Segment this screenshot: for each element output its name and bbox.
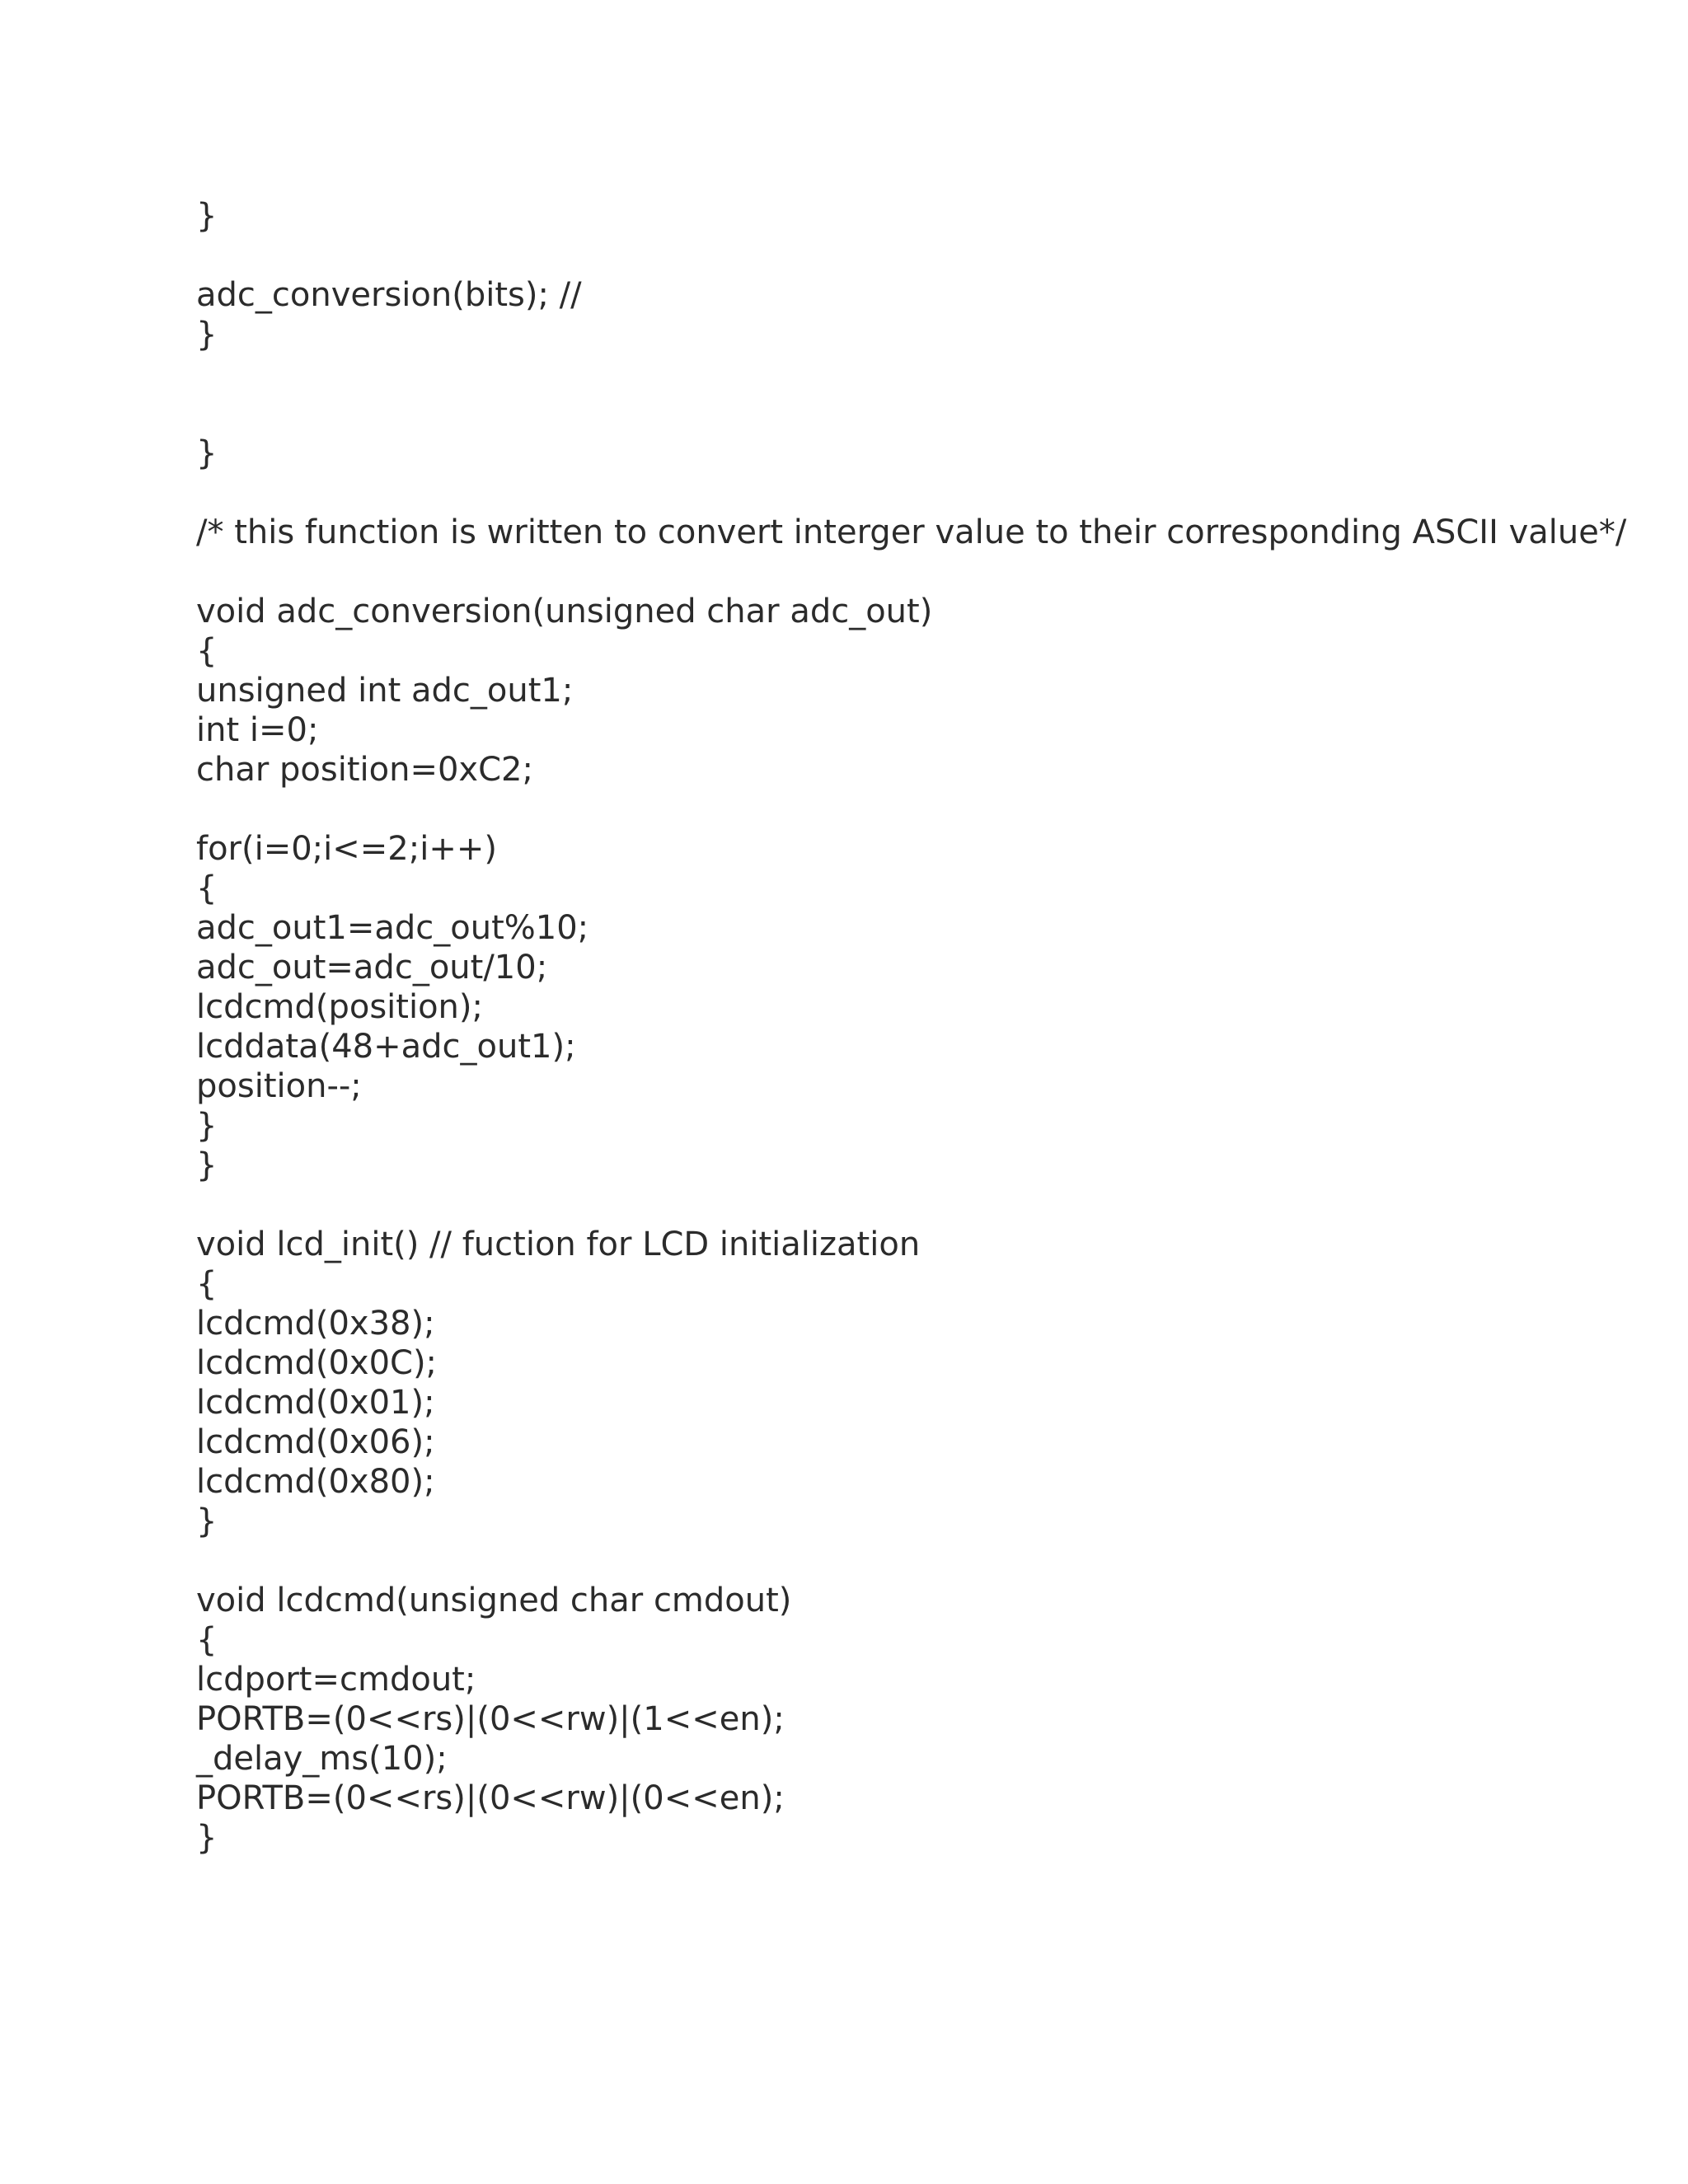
code-line: } [196,434,218,472]
code-line: PORTB=(0<<rs)|(0<<rw)|(0<<en); [196,1779,785,1817]
code-line: lcdcmd(0x01); [196,1384,435,1422]
code-line: } [196,197,218,235]
code-line: adc_out1=adc_out%10; [196,909,589,947]
code-line: lcddata(48+adc_out1); [196,1028,576,1066]
code-line: position--; [196,1067,362,1105]
code-line: PORTB=(0<<rs)|(0<<rw)|(1<<en); [196,1700,785,1738]
code-line: unsigned int adc_out1; [196,672,574,710]
code-line: } [196,316,218,354]
function-signature: void lcdcmd(unsigned char cmdout) [196,1582,792,1619]
code-line: lcdport=cmdout; [196,1661,476,1699]
code-line: { [196,632,218,670]
code-line: lcdcmd(0x06); [196,1423,435,1461]
code-line: lcdcmd(position); [196,988,483,1026]
code-line: } [196,1146,218,1184]
code-line: { [196,869,218,907]
code-line: for(i=0;i<=2;i++) [196,830,497,868]
code-listing [196,196,1627,1858]
code-line: char position=0xC2; [196,751,533,789]
code-line: lcdcmd(0x0C); [196,1344,438,1382]
code-line: _delay_ms(10); [196,1740,448,1778]
code-line: adc_out=adc_out/10; [196,949,548,987]
code-comment: /* this function is written to convert interger value to their corresponding ASCII value*/ [196,513,1627,551]
code-line: } [196,1819,218,1857]
function-signature: void lcd_init() // fuction for LCD initialization [196,1226,921,1263]
code-line: lcdcmd(0x80); [196,1463,435,1501]
function-signature: void adc_conversion(unsigned char adc_out) [196,593,933,630]
code-line: lcdcmd(0x38); [196,1305,435,1343]
code-line: } [196,1502,218,1540]
code-line: adc_conversion(bits); // [196,276,582,314]
code-line: } [196,1107,218,1145]
code-line: { [196,1621,218,1659]
code-line: { [196,1265,218,1303]
code-line: int i=0; [196,711,319,749]
